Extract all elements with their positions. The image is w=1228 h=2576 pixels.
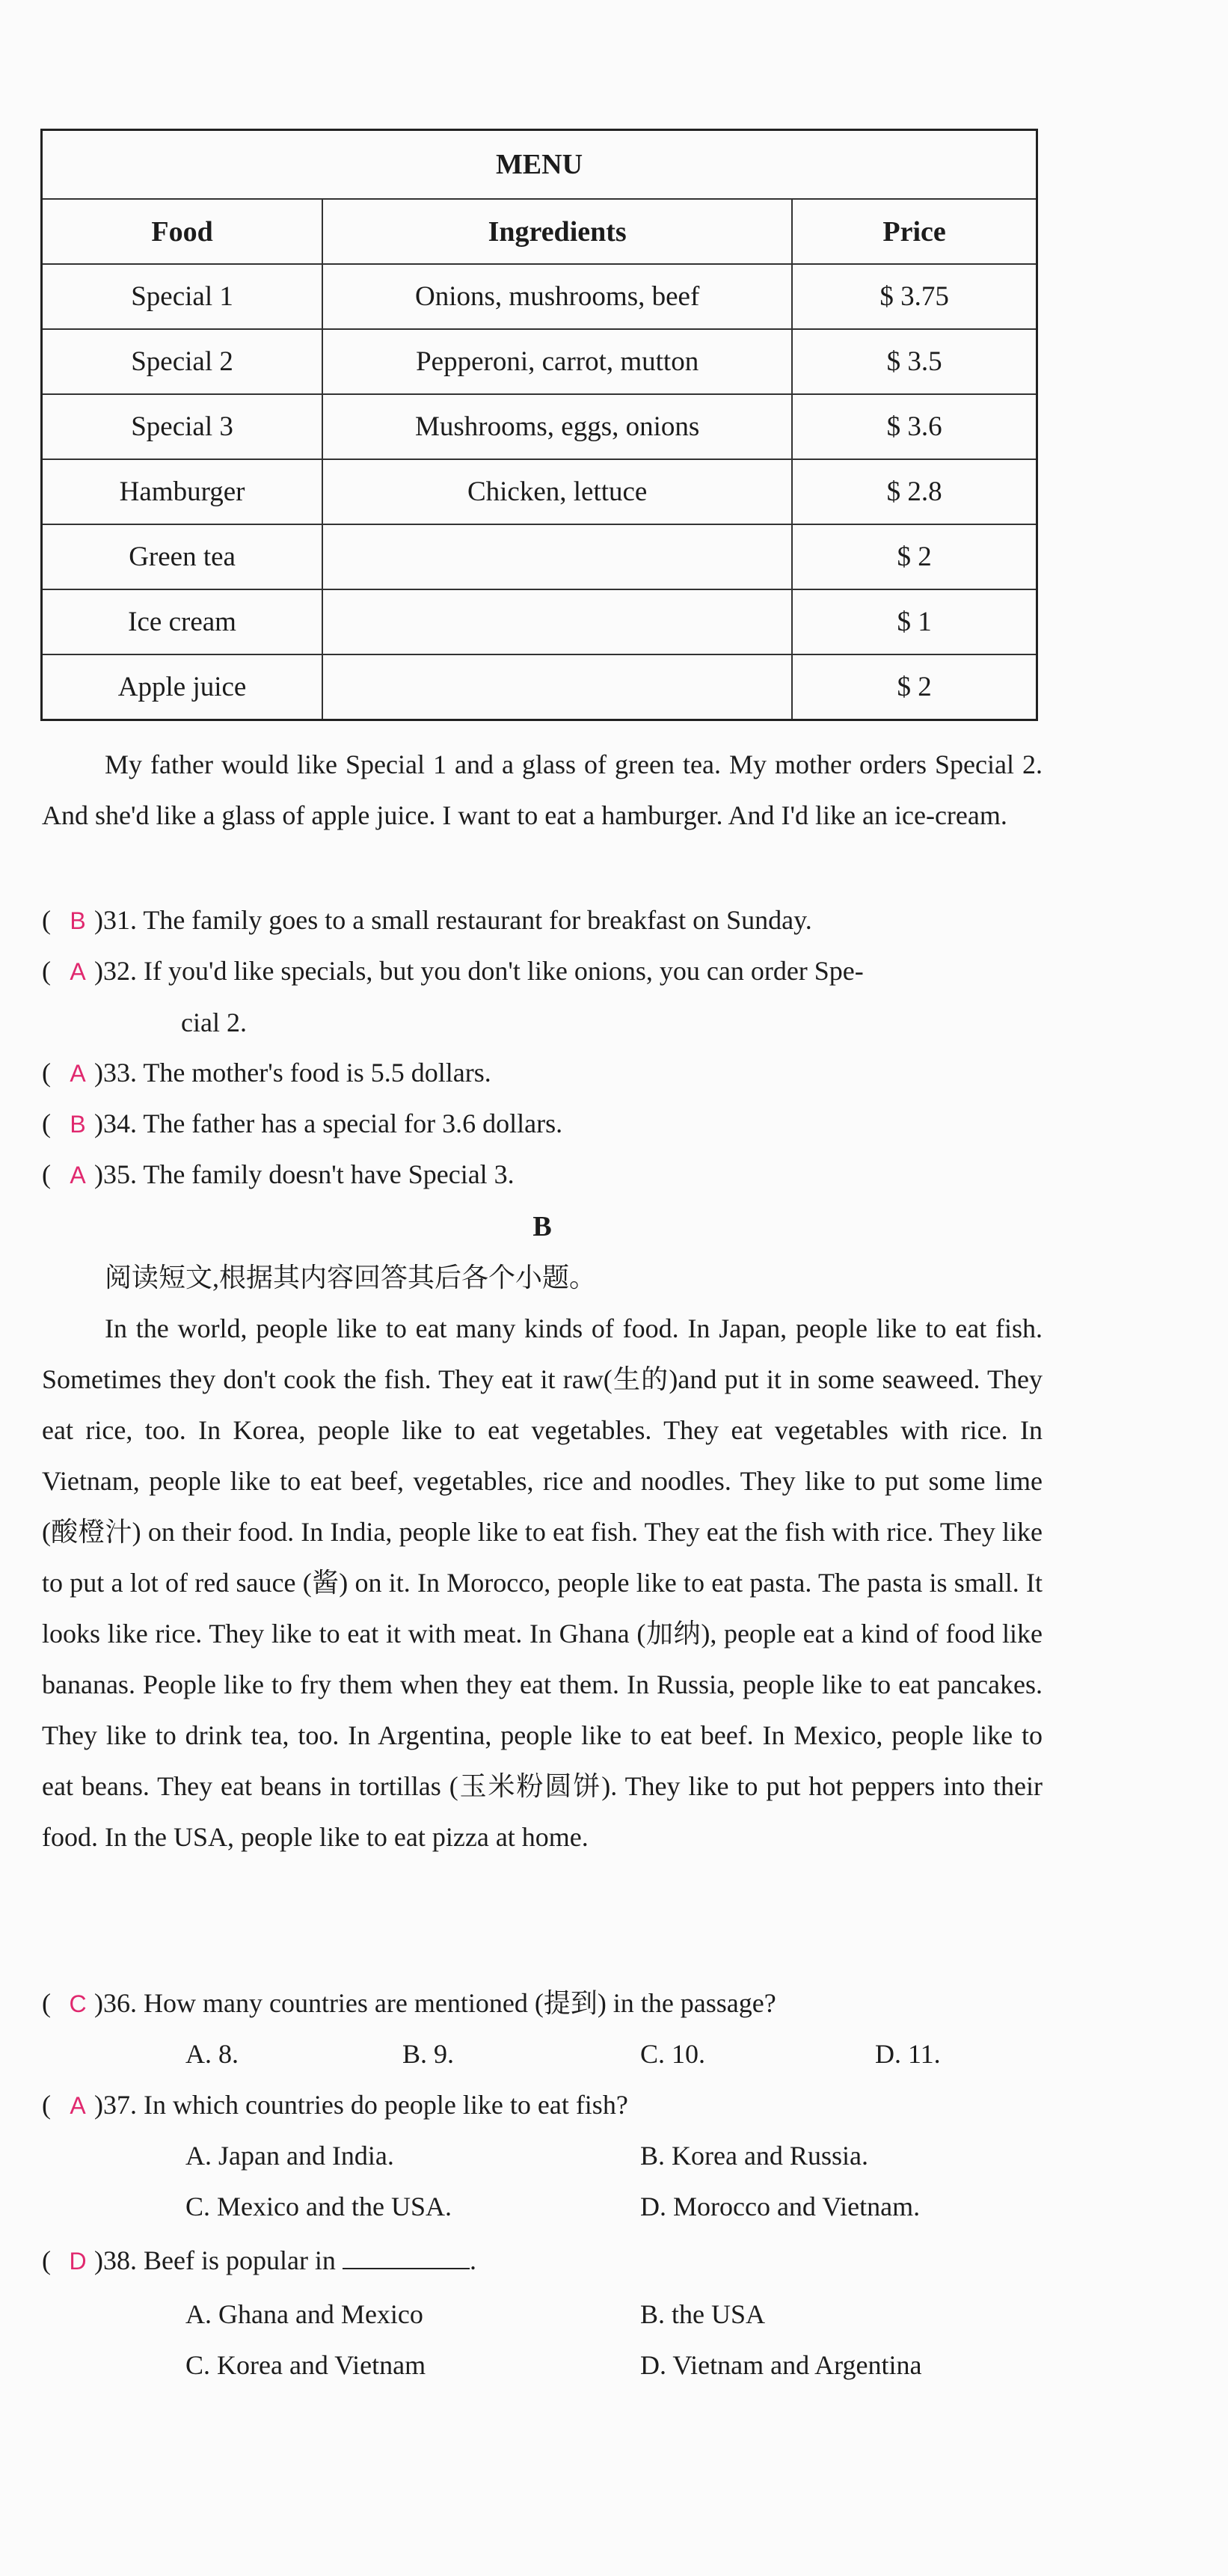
option-c: C. Korea and Vietnam <box>185 2350 426 2380</box>
option-b: B. Korea and Russia. <box>640 2141 868 2171</box>
menu-table <box>40 129 1038 721</box>
menu-row <box>42 329 1037 394</box>
menu-row <box>42 654 1037 720</box>
menu-header-row <box>42 199 1037 264</box>
question-text-end: . <box>469 2245 476 2275</box>
menu-price: $ 2 <box>792 654 1037 720</box>
menu-ingredients: Chicken, lettuce <box>322 459 792 524</box>
question-text: )32. If you'd like specials, but you don't like onions, you can order Spe- <box>94 956 864 986</box>
menu-price: $ 3.6 <box>792 394 1037 459</box>
menu-food: Special 2 <box>42 329 323 394</box>
passage-a <box>42 739 1043 841</box>
question-34 <box>42 1098 1044 1150</box>
question-text: )33. The mother's food is 5.5 dollars. <box>94 1058 491 1088</box>
paren-open: ( <box>42 1108 51 1138</box>
paren-open: ( <box>42 2245 51 2275</box>
option-d: D. 11. <box>875 2039 941 2069</box>
paren-open: ( <box>42 956 51 986</box>
menu-food: Special 1 <box>42 264 323 329</box>
answer-mark: A <box>70 958 86 985</box>
question-text: )35. The family doesn't have Special 3. <box>94 1159 515 1189</box>
menu-ingredients: Pepperoni, carrot, mutton <box>322 329 792 394</box>
answer-mark: C <box>69 1990 87 2017</box>
question-text: )34. The father has a special for 3.6 dollars. <box>94 1108 563 1138</box>
question-36 <box>42 1978 1044 2029</box>
option-b: B. 9. <box>402 2039 455 2069</box>
option-b: B. the USA <box>640 2299 766 2329</box>
paren-open: ( <box>42 1058 51 1088</box>
menu-ingredients <box>322 654 792 720</box>
menu-food: Special 3 <box>42 394 323 459</box>
question-37 <box>42 2079 1044 2131</box>
paren-open: ( <box>42 1159 51 1189</box>
question-text: )31. The family goes to a small restaurant for breakfast on Sunday. <box>94 905 812 935</box>
answer-blank <box>343 2245 470 2269</box>
section-b-instruction: 阅读短文,根据其内容回答其后各个小题。 <box>105 1263 597 1292</box>
menu-ingredients <box>322 524 792 589</box>
option-a: A. Japan and India. <box>185 2141 394 2171</box>
menu-title: MENU <box>42 130 1037 200</box>
option-a: A. 8. <box>185 2039 239 2069</box>
question-text-continued: cial 2. <box>181 1008 247 1037</box>
header-ingredients: Ingredients <box>322 199 792 264</box>
question-35 <box>42 1149 1044 1200</box>
menu-row <box>42 589 1037 654</box>
option-a: A. Ghana and Mexico <box>185 2299 423 2329</box>
passage-b-text: In the world, people like to eat many kinds of food. In Japan, people like to eat fish. Sometimes they don't cook the fish. They eat it raw(生的)and put it in some seaweed. They eat rice, too. In Korea, people like to eat vegetables. They eat vegetables with rice. In Vietnam, people like to eat beef, vegetables, rice and noodles. They like to put some lime (酸橙汁) on their food. In India, people like to eat fish. They eat the fish with rice. They like to put a lot of red sauce (酱) on it. In Morocco, people like to eat pasta. The pasta is small. It looks like rice. They like to eat it with meat. In Ghana (加纳), people eat a kind of food like bananas. People like to fry them when they eat them. In Russia, people like to eat pancakes. They like to drink tea, too. In Argentina, people like to eat beef. In Mexico, people like to eat beans. They eat beans in tortillas (玉米粉圆饼). They like to put hot peppers into their food. In the USA, people like to eat pizza at home. <box>42 1313 1043 1852</box>
menu-ingredients <box>322 589 792 654</box>
answer-mark: A <box>70 1162 86 1189</box>
paren-open: ( <box>42 1988 51 2018</box>
option-c: C. 10. <box>640 2039 706 2069</box>
question-text: )38. Beef is popular in <box>94 2245 343 2275</box>
menu-row <box>42 459 1037 524</box>
menu-price: $ 2 <box>792 524 1037 589</box>
option-d: D. Vietnam and Argentina <box>640 2350 922 2380</box>
menu-price: $ 3.5 <box>792 329 1037 394</box>
menu-price: $ 1 <box>792 589 1037 654</box>
question-33 <box>42 1047 1044 1099</box>
question-text: )36. How many countries are mentioned (提到) in the passage? <box>94 1988 776 2018</box>
question-32 <box>42 945 1044 1048</box>
paren-open: ( <box>42 905 51 935</box>
menu-price: $ 3.75 <box>792 264 1037 329</box>
answer-mark: D <box>69 2248 87 2275</box>
answer-mark: A <box>70 1060 86 1087</box>
menu-food: Apple juice <box>42 654 323 720</box>
option-c: C. Mexico and the USA. <box>185 2192 452 2221</box>
menu-ingredients: Mushrooms, eggs, onions <box>322 394 792 459</box>
option-d: D. Morocco and Vietnam. <box>640 2192 921 2221</box>
answer-mark: A <box>70 2092 86 2119</box>
question-text: )37. In which countries do people like to eat fish? <box>94 2090 628 2120</box>
passage-a-text: My father would like Special 1 and a glass of green tea. My mother orders Special 2. And she'd like a glass of apple juice. I want to eat a hamburger. And I'd like an ice-cream. <box>42 749 1043 830</box>
menu-row <box>42 264 1037 329</box>
menu-food: Ice cream <box>42 589 323 654</box>
paren-open: ( <box>42 2090 51 2120</box>
menu-food: Green tea <box>42 524 323 589</box>
header-food: Food <box>42 199 323 264</box>
question-38 <box>42 2235 1044 2287</box>
menu-row <box>42 394 1037 459</box>
answer-mark: B <box>70 1111 86 1138</box>
menu-price: $ 2.8 <box>792 459 1037 524</box>
passage-b <box>42 1303 1043 1862</box>
answer-mark: B <box>70 907 86 934</box>
menu-ingredients: Onions, mushrooms, beef <box>322 264 792 329</box>
header-price: Price <box>792 199 1037 264</box>
menu-food: Hamburger <box>42 459 323 524</box>
question-31 <box>42 895 1044 946</box>
section-b-heading: B <box>532 1211 552 1242</box>
menu-row <box>42 524 1037 589</box>
